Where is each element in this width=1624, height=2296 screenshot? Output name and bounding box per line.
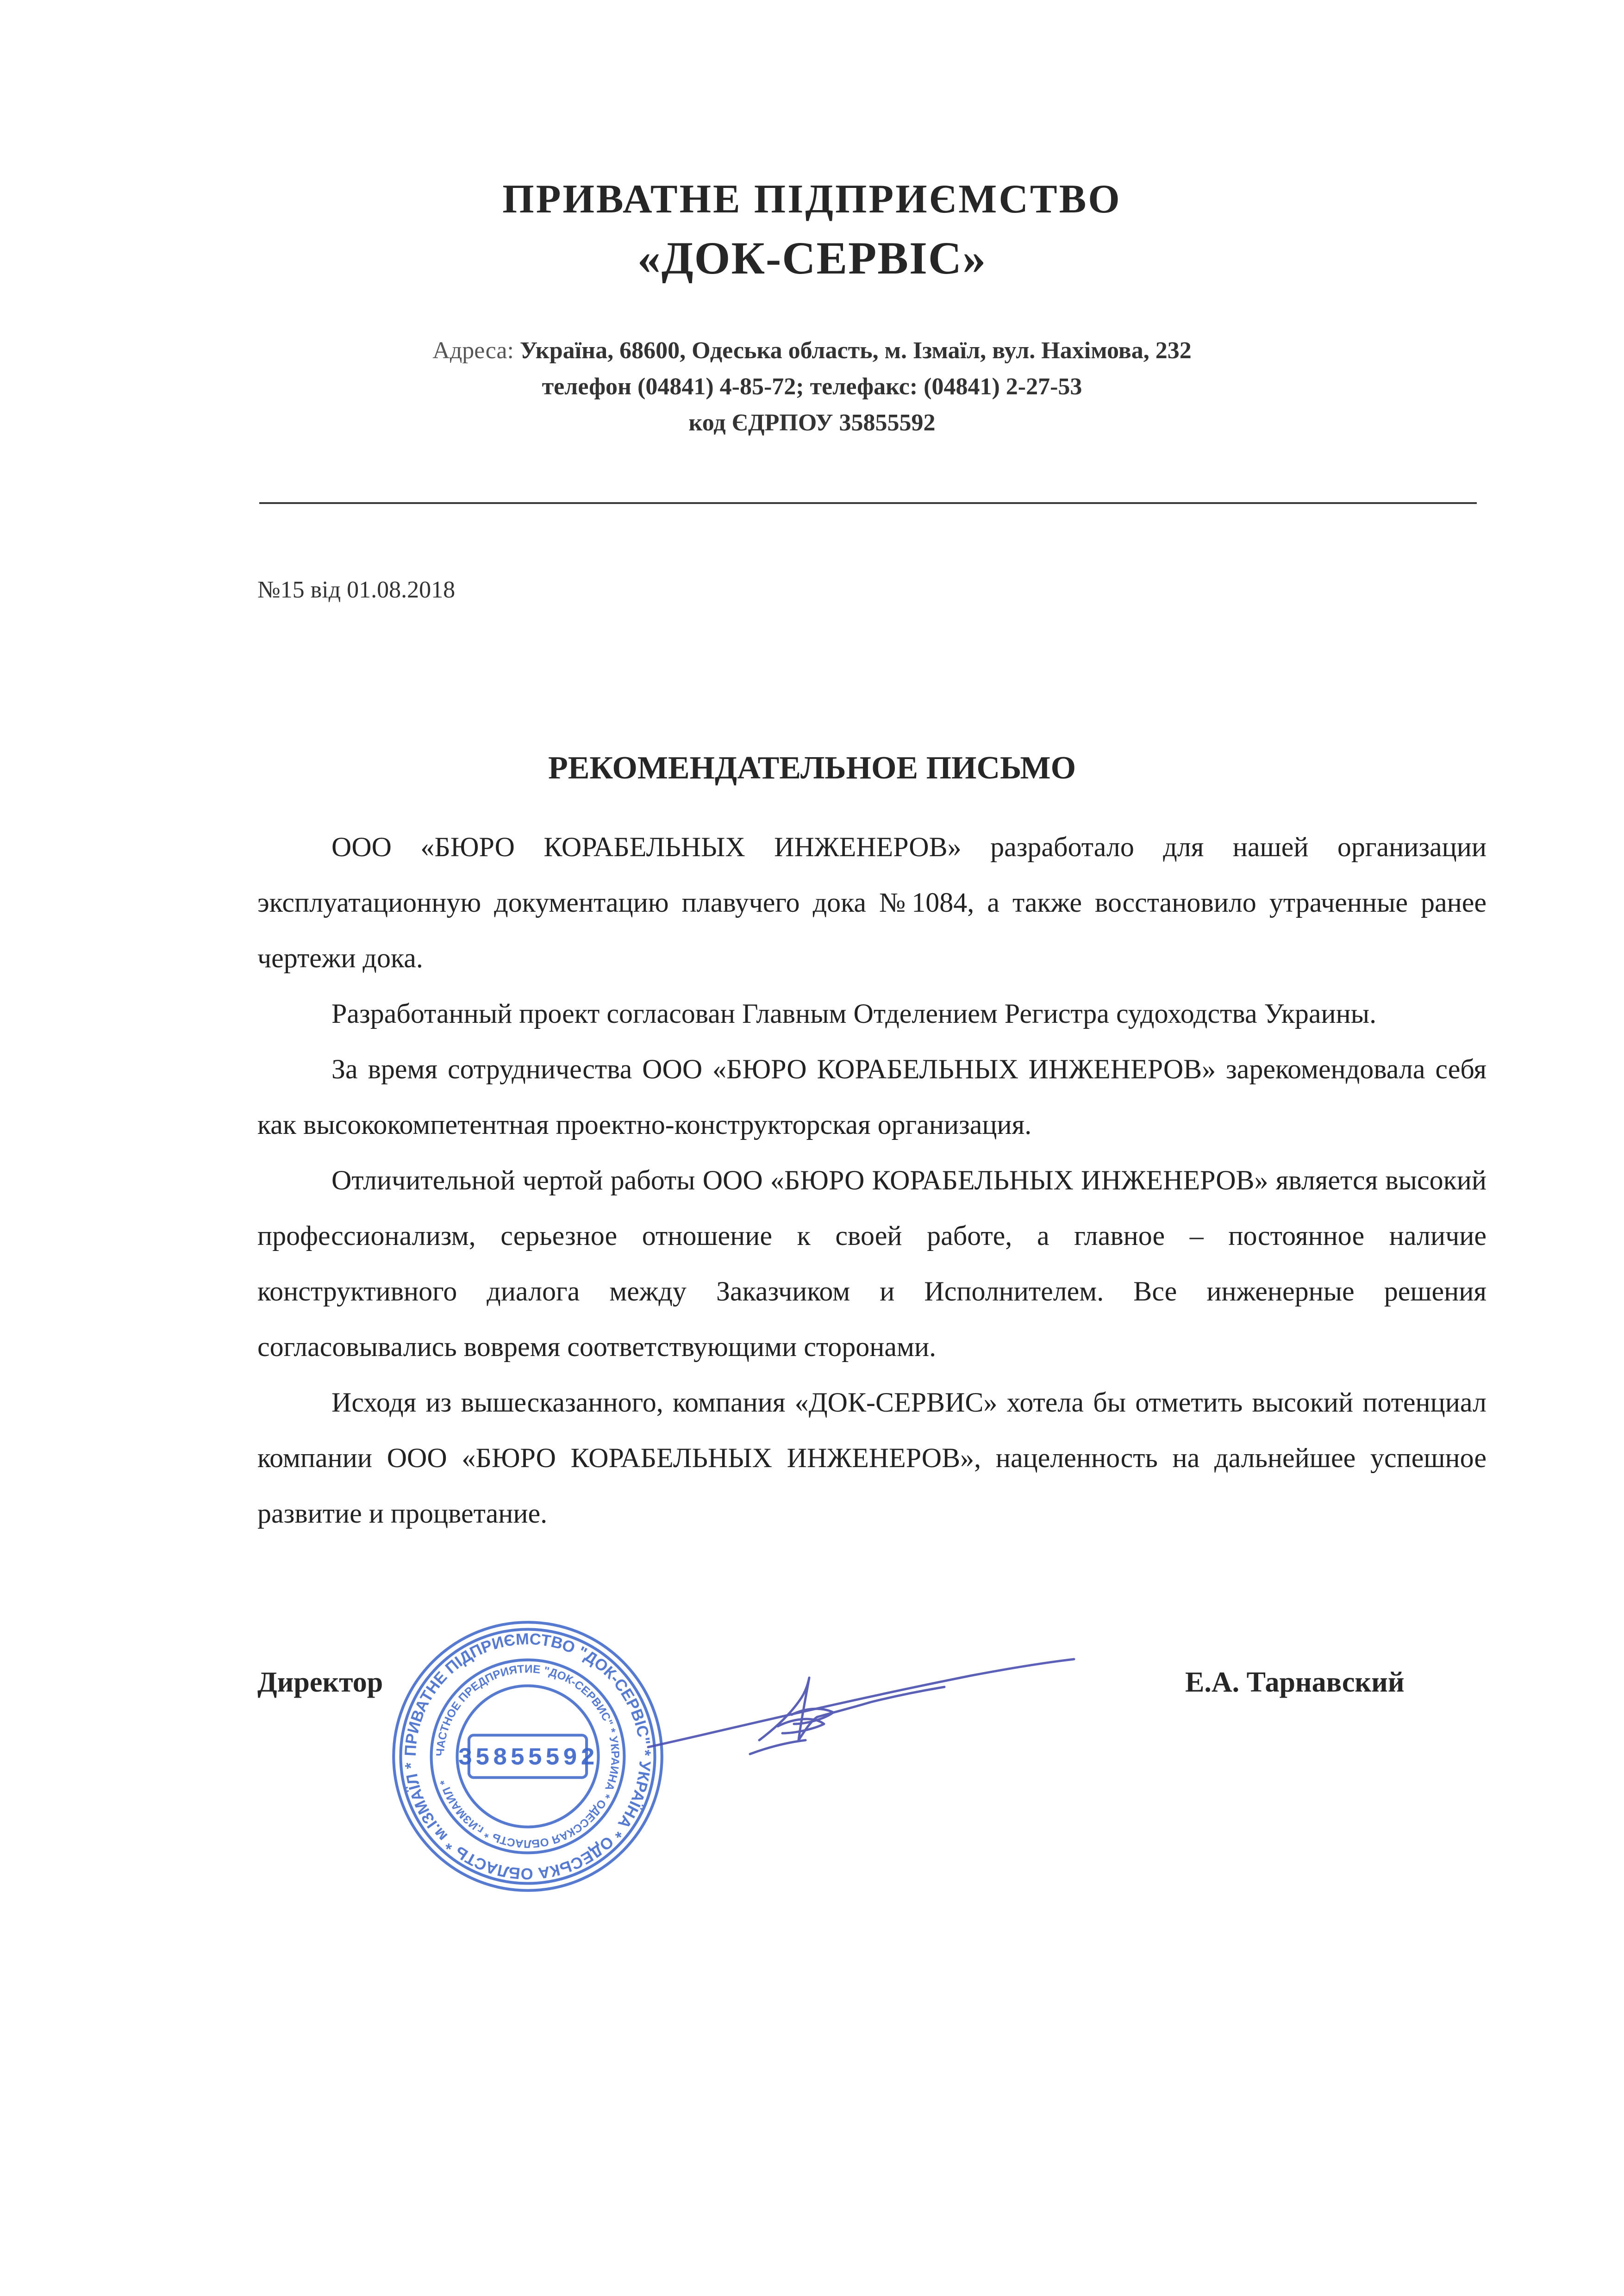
company-name-line1: ПРИВАТНЕ ПІДПРИЄМСТВО <box>502 177 1122 222</box>
seal-inner-text: ЧАСТНОЕ ПРЕДПРИЯТИЕ "ДОК-СЕРВИС" * УКРАИНА * ОДЕССКАЯ ОБЛАСТЬ * г.ИЗМАИЛ * <box>434 1662 622 1850</box>
body-paragraph: Разработанный проект согласован Главным Отделением Регистра судоходства Украины. <box>331 998 1377 1029</box>
phone-line: телефон (04841) 4-85-72; телефакс: (04841) 2-27-53 <box>542 373 1082 400</box>
address-line <box>0 337 1624 364</box>
letter-reference: №15 від 01.08.2018 <box>257 577 456 603</box>
address-label: Адреса: <box>432 337 514 364</box>
seal-code: 35855592 <box>457 1744 598 1772</box>
body-paragraph: Отличительной чертой работы ООО «БЮРО КОРАБЕЛЬНЫХ ИНЖЕНЕРОВ» является высокий профессионализм, серьезное отношение к своей работе, а главное – постоянное наличие конструктивного диалога между Заказчиком и Исполнителем. Все инженерные решения согласовывались вовремя соответствующими сторонами. <box>257 1165 1487 1362</box>
document-title: РЕКОМЕНДАТЕЛЬНОЕ ПИСЬМО <box>548 750 1076 786</box>
body-paragraph: Исходя из вышесказанного, компания «ДОК-СЕРВИС» хотела бы отметить высокий потенциал компании ООО «БЮРО КОРАБЕЛЬНЫХ ИНЖЕНЕРОВ», нацеленность на дальнейшее успешное развитие и процветание. <box>257 1387 1487 1529</box>
letter-body <box>257 819 1487 1541</box>
seal-outer-text: ПРИВАТНЕ ПІДПРИЄМСТВО "ДОК-СЕРВІС" * УКРАЇНА * ОДЕСЬКА ОБЛАСТЬ * м.ІЗМАЇЛ * <box>401 1630 654 1883</box>
signer-name: Е.А. Тарнавский <box>1185 1667 1405 1698</box>
body-paragraph: За время сотрудничества ООО «БЮРО КОРАБЕЛЬНЫХ ИНЖЕНЕРОВ» зарекомендовала себя как высококомпетентная проектно-конструкторская организация. <box>257 1054 1487 1140</box>
body-paragraph: ООО «БЮРО КОРАБЕЛЬНЫХ ИНЖЕНЕРОВ» разработало для нашей организации эксплуатационную документацию плавучего дока №1084, а также восстановило утраченные ранее чертежи дока. <box>257 832 1487 973</box>
company-seal <box>387 1615 669 1898</box>
company-name-line2: «ДОК-СЕРВІС» <box>637 232 987 284</box>
registry-code-line: код ЄДРПОУ 35855592 <box>688 410 936 436</box>
handwritten-signature <box>639 1648 1079 1768</box>
address-value: Україна, 68600, Одеська область, м. Ізмаїл, вул. Нахімова, 232 <box>519 337 1192 364</box>
signer-position: Директор <box>257 1667 383 1698</box>
header-divider <box>259 502 1477 504</box>
